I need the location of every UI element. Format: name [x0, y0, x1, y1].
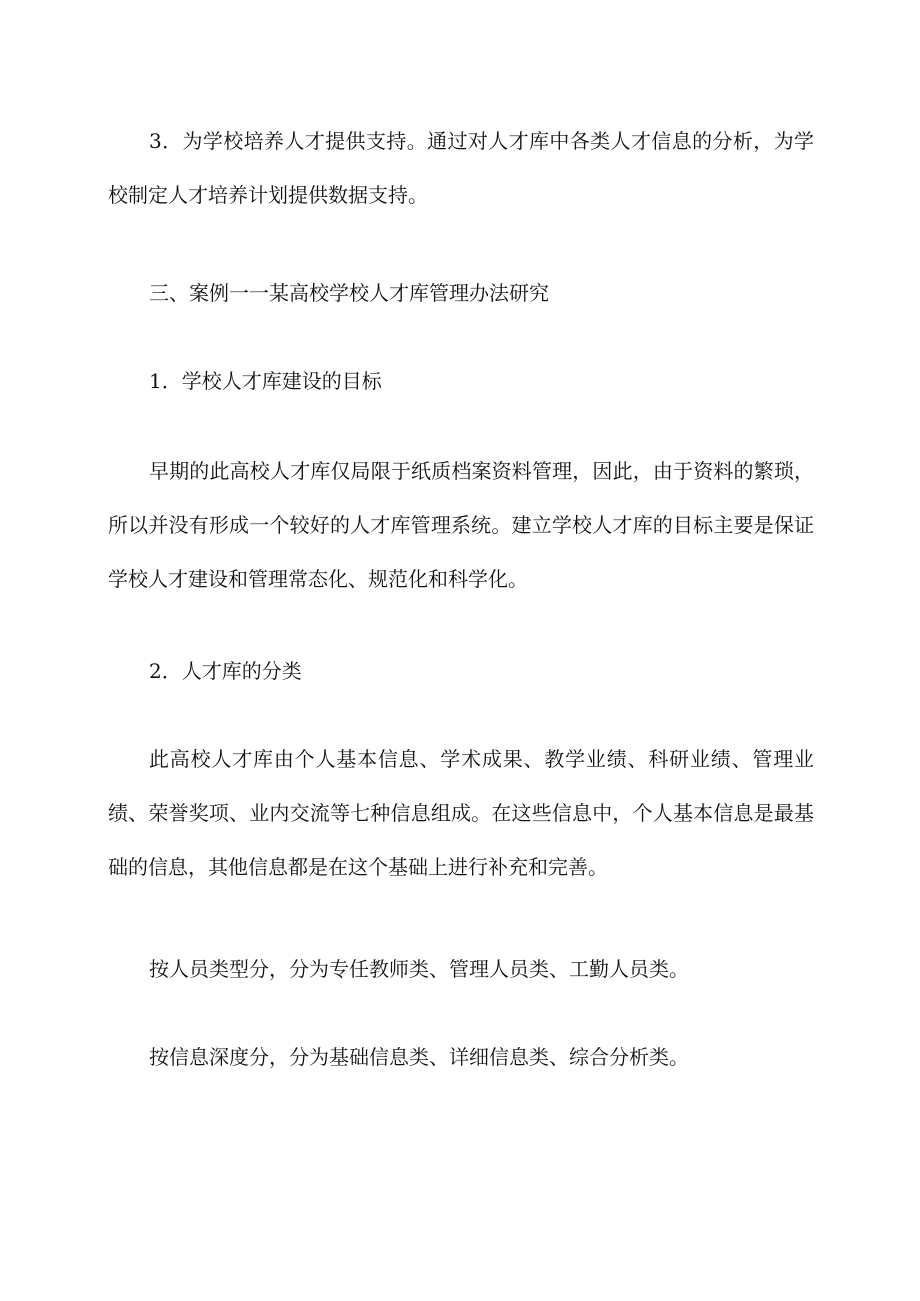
paragraph-classify-by-info-depth: 按信息深度分，分为基础信息类、详细信息类、综合分析类。 — [149, 1045, 689, 1069]
paragraph-classify-by-staff-type: 按人员类型分，分为专任教师类、管理人员类、工勤人员类。 — [149, 957, 689, 981]
subheading-classification: 2．人才库的分类 — [149, 659, 302, 683]
paragraph-talent-training-support: 3．为学校培养人才提供支持。通过对人才库中各类人才信息的分析，为学校制定人才培养计划提供数据支持。 — [108, 129, 814, 207]
paragraph-construction-goal: 早期的此高校人才库仅局限于纸质档案资料管理，因此，由于资料的繁琐，所以并没有形成一个较好的人才库管理系统。建立学校人才库的目标主要是保证学校人才建设和管理常态化、规范化和科学化。 — [108, 459, 814, 591]
paragraph-library-composition: 此高校人才库由个人基本信息、学术成果、教学业绩、科研业绩、管理业绩、荣誉奖项、业内交流等七种信息组成。在这些信息中，个人基本信息是最基础的信息，其他信息都是在这个基础上进行补充和完善。 — [108, 747, 814, 879]
subheading-construction-goal: 1．学校人才库建设的目标 — [149, 369, 382, 393]
section-heading-case-study: 三、案例一一某高校学校人才库管理办法研究 — [149, 281, 549, 305]
